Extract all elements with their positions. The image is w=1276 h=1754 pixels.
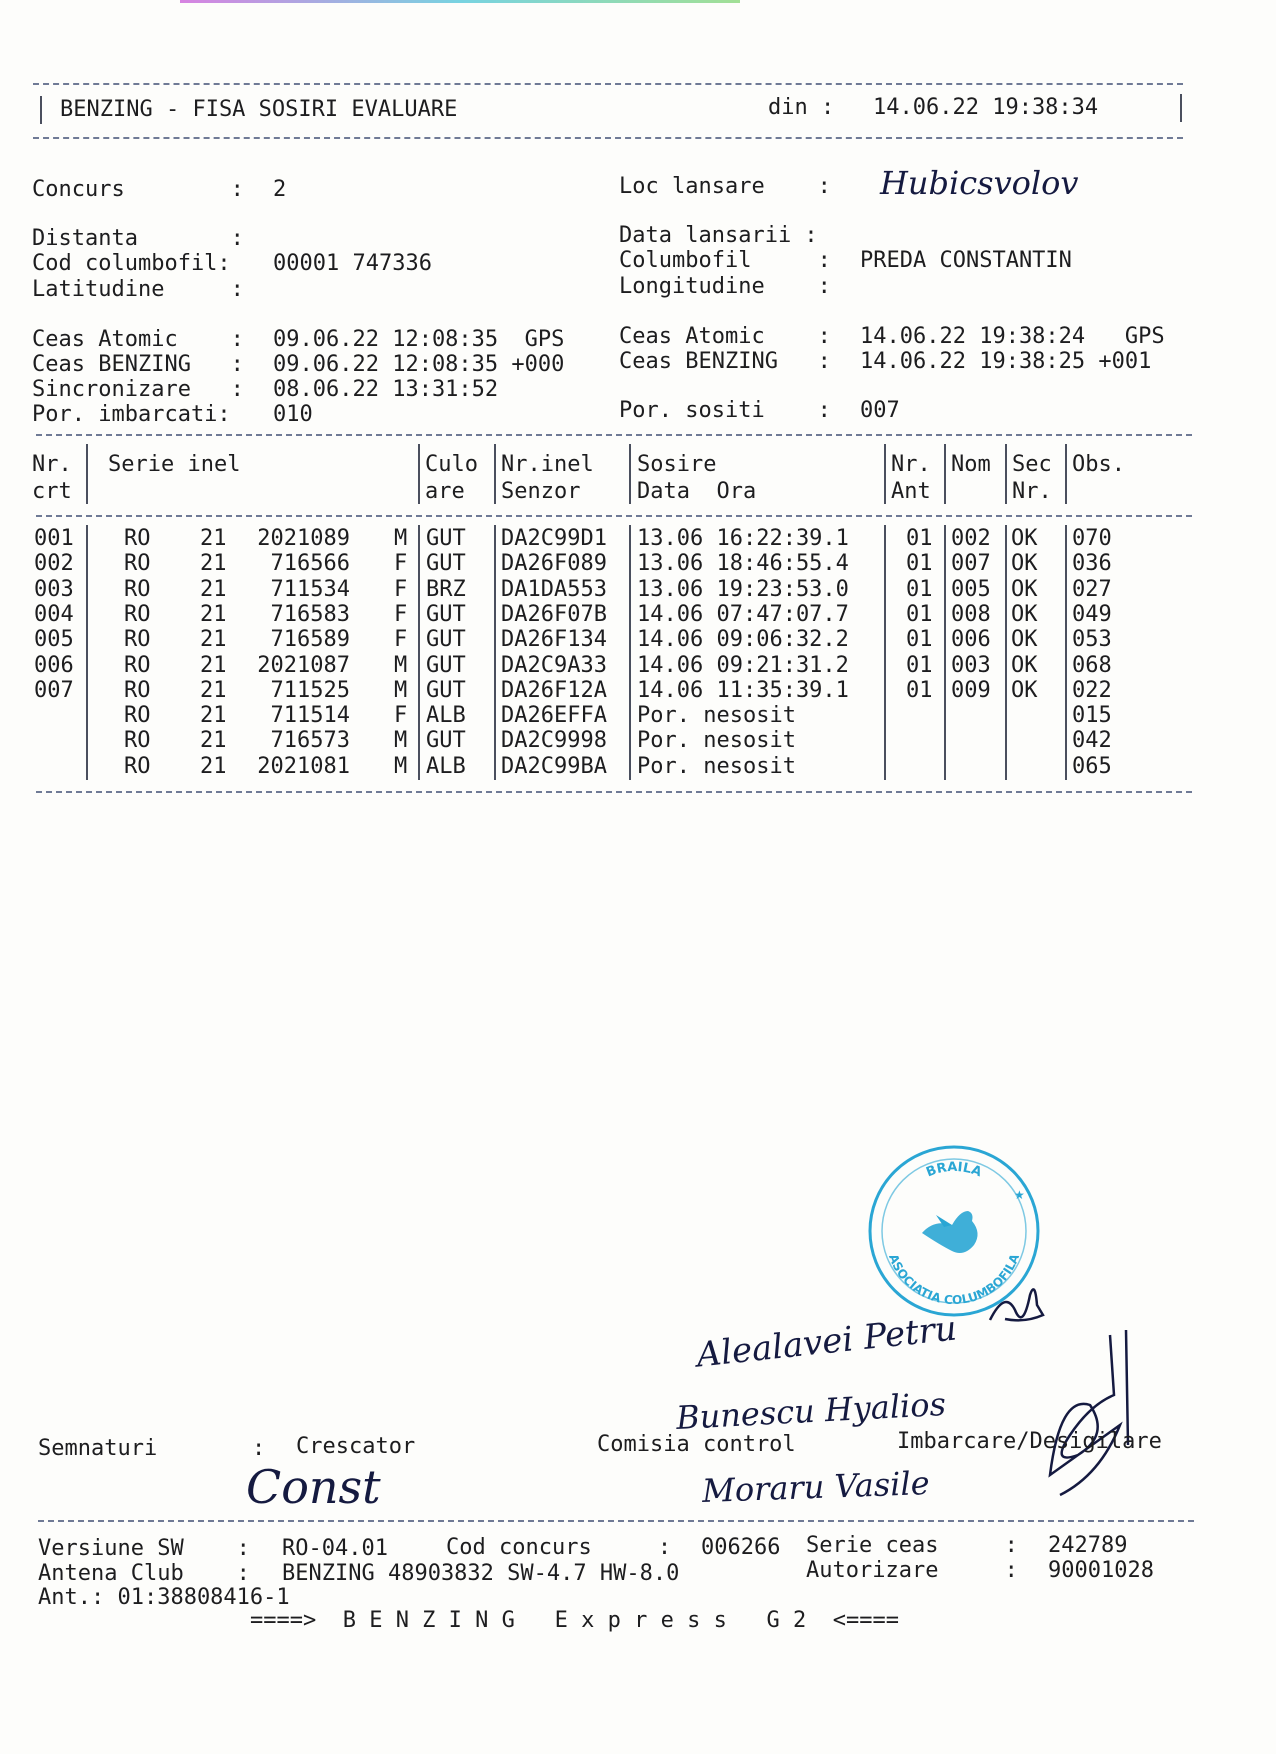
cell-sosire: 14.06 11:35:39.1 <box>637 677 849 703</box>
col-header-senzor: Senzor <box>501 479 581 504</box>
data-lansarii-label: Data lansarii : <box>619 223 818 248</box>
cell-sosire: 13.06 19:23:53.0 <box>637 576 849 602</box>
cell-an: 21 <box>200 576 227 602</box>
cell-sex: M <box>394 652 408 678</box>
cell-tara: RO <box>124 652 151 678</box>
benzing-banner: ====> B E N Z I N G E x p r e s s G 2 <==== <box>250 1608 900 1633</box>
committee-signature-1: Alealavei Petru <box>694 1308 959 1376</box>
ceas-atomic-end-value: 14.06.22 19:38:24 GPS <box>860 324 1165 349</box>
cell-sec: OK <box>1011 526 1038 551</box>
cell-nr: 007 <box>34 677 74 703</box>
cell-sec: OK <box>1011 652 1038 678</box>
cell-inel: 711534 <box>270 576 350 602</box>
antena-value: BENZING 48903832 SW-4.7 HW-8.0 <box>282 1561 680 1586</box>
cell-nom: 006 <box>951 627 991 653</box>
cell-ant: 01 <box>906 652 933 678</box>
cell-sec: OK <box>1011 627 1038 653</box>
por-imbarcati-label: Por. imbarcati: <box>32 402 231 427</box>
cell-senzor: DA26F134 <box>501 627 607 653</box>
col-header-nr-inel: Nr.inel <box>501 452 594 477</box>
cell-sec: OK <box>1011 576 1038 602</box>
report-title: BENZING - FISA SOSIRI EVALUARE <box>60 97 458 122</box>
col-header-sec-nr: Nr. <box>1012 479 1052 504</box>
cell-senzor: DA26EFFA <box>501 703 607 729</box>
loc-lansare-handwriting: Hubicsvolov <box>880 164 1079 202</box>
cell-tara: RO <box>124 551 151 577</box>
cell-nr: 005 <box>34 627 74 653</box>
col-header-obs: Obs. <box>1072 452 1125 477</box>
cell-senzor: DA2C99BA <box>501 753 607 779</box>
col-header-culoare: Culo <box>425 452 478 477</box>
header-left-border <box>40 96 42 124</box>
cell-an: 21 <box>200 551 227 577</box>
cell-ant: 01 <box>906 627 933 653</box>
cell-sosire: Por. nesosit <box>637 753 796 779</box>
table-bottom-rule <box>36 791 1192 793</box>
col-separator <box>494 525 496 780</box>
col-separator <box>629 525 631 780</box>
cell-inel: 2021089 <box>257 526 350 551</box>
cell-senzor: DA1DA553 <box>501 576 607 602</box>
cell-senzor: DA26F089 <box>501 551 607 577</box>
cell-culoare: GUT <box>426 551 466 577</box>
autorizare-value: 90001028 <box>1048 1558 1154 1583</box>
crescator-signature: Const <box>246 1460 381 1514</box>
cell-obs: 022 <box>1072 677 1112 703</box>
cell-sosire: 13.06 18:46:55.4 <box>637 551 849 577</box>
col-header-data-ora: Data Ora <box>637 479 757 504</box>
imbarcare-signature-scribble-icon <box>1030 1325 1140 1505</box>
header-bottom-rule <box>33 137 1183 139</box>
cell-tara: RO <box>124 576 151 602</box>
cell-nr: 006 <box>34 652 74 678</box>
por-sositi-label: Por. sositi : <box>619 398 831 423</box>
cell-sec: OK <box>1011 601 1038 627</box>
cell-ant: 01 <box>906 601 933 627</box>
cell-nr: 004 <box>34 601 74 627</box>
cell-tara: RO <box>124 753 151 779</box>
cell-nr: 003 <box>34 576 74 602</box>
col-header-culoare-2: are <box>425 479 465 504</box>
cell-sosire: 14.06 07:47:07.7 <box>637 601 849 627</box>
cell-obs: 036 <box>1072 551 1112 577</box>
cell-culoare: GUT <box>426 677 466 703</box>
col-header-serie: Serie inel <box>108 452 241 477</box>
cell-culoare: GUT <box>426 526 466 551</box>
cell-an: 21 <box>200 627 227 653</box>
header-top-rule <box>33 83 1183 85</box>
col-header-nom: Nom <box>951 452 991 477</box>
pigeon-icon <box>922 1211 978 1253</box>
cell-sex: F <box>394 627 408 653</box>
cell-inel: 716589 <box>270 627 350 653</box>
col-header-sec: Sec <box>1012 452 1052 477</box>
cell-inel: 711525 <box>270 677 350 703</box>
cell-inel: 711514 <box>270 703 350 729</box>
col-separator <box>1065 525 1067 780</box>
semnaturi-colon: : <box>252 1436 266 1461</box>
col-header-ant: Ant <box>891 479 931 504</box>
cell-sex: M <box>394 753 408 779</box>
cod-columbofil-value: 00001 747336 <box>273 251 432 276</box>
cell-obs: 070 <box>1072 526 1112 551</box>
cell-inel: 716583 <box>270 601 350 627</box>
cell-obs: 015 <box>1072 703 1112 729</box>
table-top-rule <box>36 434 1192 436</box>
col-separator <box>418 444 420 504</box>
cell-sosire: 13.06 16:22:39.1 <box>637 526 849 551</box>
col-separator <box>1065 444 1067 504</box>
columbofil-value: PREDA CONSTANTIN <box>860 248 1072 273</box>
cell-sosire: Por. nesosit <box>637 703 796 729</box>
cell-inel: 2021087 <box>257 652 350 678</box>
cell-senzor: DA26F07B <box>501 601 607 627</box>
cell-sec: OK <box>1011 551 1038 577</box>
cell-inel: 716573 <box>270 728 350 754</box>
cell-sosire: 14.06 09:21:31.2 <box>637 652 849 678</box>
imbarcare-desigilare-label: Imbarcare/Desigilare <box>897 1429 1162 1454</box>
ceas-benzing-start-value: 09.06.22 12:08:35 +000 <box>273 352 565 377</box>
cell-senzor: DA26F12A <box>501 677 607 703</box>
versiune-label: Versiune SW : <box>38 1536 250 1561</box>
semnaturi-label: Semnaturi <box>38 1436 158 1461</box>
cell-obs: 042 <box>1072 728 1112 754</box>
cod-concurs-value: 006266 <box>701 1535 781 1560</box>
stamp-top-text: BRAILA <box>924 1159 984 1181</box>
cell-inel: 716566 <box>270 551 350 577</box>
header-right-border <box>1180 94 1182 122</box>
longitudine-label: Longitudine : <box>619 274 831 299</box>
comisia-control-label: Comisia control <box>597 1432 796 1457</box>
cell-tara: RO <box>124 677 151 703</box>
serie-ceas-value: 242789 <box>1048 1533 1128 1558</box>
cell-ant: 01 <box>906 576 933 602</box>
col-separator <box>629 444 631 504</box>
cell-sex: M <box>394 677 408 703</box>
cell-nom: 008 <box>951 601 991 627</box>
ceas-atomic-start-label: Ceas Atomic : <box>32 327 244 352</box>
cell-ant: 01 <box>906 677 933 703</box>
versiune-value: RO-04.01 <box>282 1536 388 1561</box>
cell-obs: 027 <box>1072 576 1112 602</box>
cell-sosire: Por. nesosit <box>637 728 796 754</box>
cell-culoare: ALB <box>426 753 466 779</box>
col-separator <box>1005 525 1007 780</box>
cell-nom: 002 <box>951 526 991 551</box>
cell-an: 21 <box>200 677 227 703</box>
cell-tara: RO <box>124 526 151 551</box>
col-separator <box>884 444 886 504</box>
col-separator <box>884 525 886 780</box>
col-header-nr-ant: Nr. <box>891 452 931 477</box>
cell-ant: 01 <box>906 551 933 577</box>
cell-senzor: DA2C99D1 <box>501 526 607 551</box>
din-label: din : <box>768 95 835 120</box>
cell-inel: 2021081 <box>257 753 350 779</box>
cell-culoare: GUT <box>426 601 466 627</box>
cell-culoare: GUT <box>426 652 466 678</box>
col-separator <box>944 525 946 780</box>
concurs-label: Concurs : <box>32 177 244 202</box>
cell-obs: 053 <box>1072 627 1112 653</box>
cell-senzor: DA2C9A33 <box>501 652 607 678</box>
autorizare-label: Autorizare : <box>806 1558 1018 1583</box>
cell-sec: OK <box>1011 677 1038 703</box>
committee-signature-3: Moraru Vasile <box>701 1464 931 1510</box>
loc-lansare-label: Loc lansare : <box>619 174 831 199</box>
col-separator <box>86 444 88 504</box>
table-header-rule <box>36 515 1192 517</box>
cell-an: 21 <box>200 703 227 729</box>
ceas-benzing-end-label: Ceas BENZING : <box>619 349 831 374</box>
cell-nr: 002 <box>34 551 74 577</box>
concurs-value: 2 <box>273 177 287 202</box>
cell-culoare: BRZ <box>426 576 466 602</box>
col-separator <box>944 444 946 504</box>
col-separator <box>86 525 88 780</box>
cell-obs: 068 <box>1072 652 1112 678</box>
committee-signature-2: Bunescu Hyalios <box>675 1384 947 1438</box>
cell-nom: 009 <box>951 677 991 703</box>
ant-line: Ant.: 01:38808416-1 <box>38 1585 290 1610</box>
ceas-atomic-start-value: 09.06.22 12:08:35 GPS <box>273 327 565 352</box>
columbofil-label: Columbofil : <box>619 248 831 273</box>
col-separator <box>418 525 420 780</box>
sincronizare-label: Sincronizare : <box>32 377 244 402</box>
col-header-crt: crt <box>32 479 72 504</box>
cell-ant: 01 <box>906 526 933 551</box>
cell-an: 21 <box>200 526 227 551</box>
cell-nom: 003 <box>951 652 991 678</box>
cell-sex: F <box>394 703 408 729</box>
col-separator <box>494 444 496 504</box>
cell-nr: 001 <box>34 526 74 551</box>
cell-culoare: ALB <box>426 703 466 729</box>
col-header-nr: Nr. <box>32 452 72 477</box>
sincronizare-value: 08.06.22 13:31:52 <box>273 377 499 402</box>
cell-tara: RO <box>124 627 151 653</box>
cell-sex: F <box>394 551 408 577</box>
ceas-benzing-end-value: 14.06.22 19:38:25 +001 <box>860 349 1152 374</box>
cell-senzor: DA2C9998 <box>501 728 607 754</box>
cell-an: 21 <box>200 652 227 678</box>
cell-tara: RO <box>124 703 151 729</box>
col-header-sosire: Sosire <box>637 452 717 477</box>
scan-color-stripe <box>180 0 740 3</box>
serie-ceas-label: Serie ceas : <box>806 1533 1018 1558</box>
cell-sex: M <box>394 526 408 551</box>
cell-sex: F <box>394 601 408 627</box>
cod-columbofil-label: Cod columbofil: <box>32 251 231 276</box>
cell-sosire: 14.06 09:06:32.2 <box>637 627 849 653</box>
distanta-label: Distanta : <box>32 226 244 251</box>
din-datetime: 14.06.22 19:38:34 <box>873 95 1099 120</box>
crescator-label: Crescator <box>296 1434 416 1459</box>
cell-nom: 005 <box>951 576 991 602</box>
ceas-benzing-start-label: Ceas BENZING : <box>32 352 244 377</box>
cell-obs: 049 <box>1072 601 1112 627</box>
cell-an: 21 <box>200 753 227 779</box>
cell-an: 21 <box>200 601 227 627</box>
cell-nom: 007 <box>951 551 991 577</box>
svg-text:★: ★ <box>1014 1188 1025 1202</box>
latitudine-label: Latitudine : <box>32 277 244 302</box>
cell-sex: F <box>394 576 408 602</box>
stamp-bottom-text: ASOCIATIA COLUMBOFILA <box>886 1252 1022 1308</box>
por-sositi-value: 007 <box>860 398 900 423</box>
antena-label: Antena Club : <box>38 1561 250 1586</box>
cell-sex: M <box>394 728 408 754</box>
ceas-atomic-end-label: Ceas Atomic : <box>619 324 831 349</box>
por-imbarcati-value: 010 <box>273 402 313 427</box>
cell-tara: RO <box>124 601 151 627</box>
footer-rule <box>38 1520 1194 1522</box>
cell-an: 21 <box>200 728 227 754</box>
cod-concurs-label: Cod concurs : <box>446 1535 672 1560</box>
cell-culoare: GUT <box>426 627 466 653</box>
col-separator <box>1005 444 1007 504</box>
cell-tara: RO <box>124 728 151 754</box>
cell-culoare: GUT <box>426 728 466 754</box>
cell-obs: 065 <box>1072 753 1112 779</box>
